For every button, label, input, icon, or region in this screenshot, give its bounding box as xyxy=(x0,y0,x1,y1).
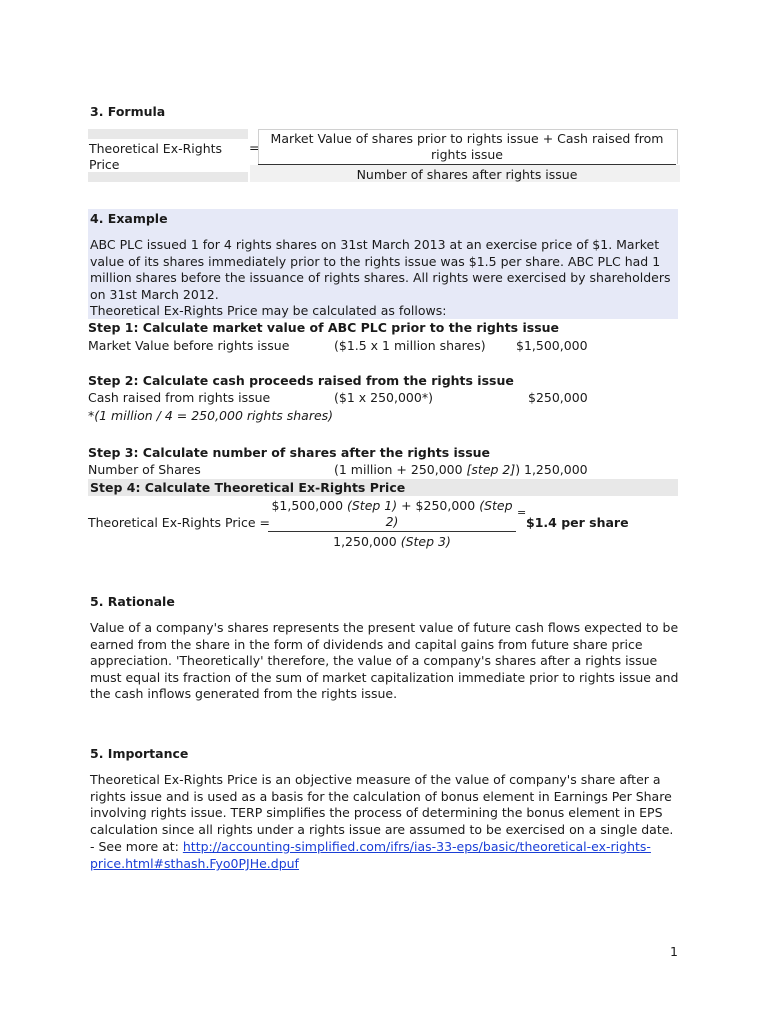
importance-line3: involving rights issue. TERP simplifies the process of determining the bonus element in EPS xyxy=(90,805,663,820)
step2-calc: ($1 x 250,000*) xyxy=(334,390,433,405)
importance-line4: calculation since all rights under a rights issue are assumed to be exercised on a single date. xyxy=(90,822,674,837)
step1-calc: ($1.5 x 1 million shares) xyxy=(334,338,486,353)
step4-title: Step 4: Calculate Theoretical Ex-Rights Price xyxy=(90,480,406,495)
step4-denominator xyxy=(268,534,516,549)
step3-title: Step 3: Calculate number of shares after the rights issue xyxy=(88,445,491,460)
formula-numerator-line2: rights issue xyxy=(431,147,503,162)
example-para-line2: value of its shares immediately prior to the rights issue was $1.5 per share. ABC PLC had 1 xyxy=(90,254,661,269)
rationale-heading: 5. Rationale xyxy=(90,594,175,609)
rationale-line5: the cash inflows generated from the rights issue. xyxy=(90,686,398,701)
formula-label-line2: Price xyxy=(89,157,120,172)
see-more-prefix: - See more at: xyxy=(90,839,183,854)
rationale-line1: Value of a company's shares represents the present value of future cash flows expected to be xyxy=(90,620,679,635)
formula-numerator-line1: Market Value of shares prior to rights issue + Cash raised from xyxy=(270,131,664,146)
step3-calc-a: (1 million + 250,000 xyxy=(334,462,467,477)
step4-den-ref: (Step 3) xyxy=(400,534,451,549)
step2-value: $250,000 xyxy=(528,390,588,405)
importance-line1: Theoretical Ex-Rights Price is an objective measure of the value of company's share after a xyxy=(90,772,661,787)
example-para-line3: million shares before the issuance of rights shares. All rights were exercised by shareholders xyxy=(90,270,671,285)
step4-num-a: $1,500,000 xyxy=(271,498,347,513)
step4-fraction-line xyxy=(268,531,516,532)
rationale-line4: must equal its fraction of the sum of market capitalization immediate prior to rights issue and xyxy=(90,670,679,685)
formula-label-shade-bottom xyxy=(88,172,248,182)
example-para-line1: ABC PLC issued 1 for 4 rights shares on 31st March 2013 at an exercise price of $1. Market xyxy=(90,237,660,252)
example-para-line4: on 31st March 2012. xyxy=(90,287,219,302)
step1-title: Step 1: Calculate market value of ABC PLC prior to the rights issue xyxy=(88,320,560,335)
step3-label: Number of Shares xyxy=(88,462,201,477)
step4-num-c: + $250,000 xyxy=(397,498,480,513)
example-heading: 4. Example xyxy=(90,211,168,226)
step4-result: $1.4 per share xyxy=(526,515,629,530)
step2-title: Step 2: Calculate cash proceeds raised from the rights issue xyxy=(88,373,514,388)
formula-heading: 3. Formula xyxy=(90,104,166,119)
step2-note: *(1 million / 4 = 250,000 rights shares) xyxy=(88,408,334,423)
source-link[interactable]: http://accounting-simplified.com/ifrs/ias-33-eps/basic/theoretical-ex-rights- xyxy=(182,839,651,854)
step2-label: Cash raised from rights issue xyxy=(88,390,271,405)
step3-calc-c: ) xyxy=(515,462,521,477)
see-more-line2 xyxy=(90,856,299,871)
step1-label: Market Value before rights issue xyxy=(88,338,290,353)
importance-heading: 5. Importance xyxy=(90,746,189,761)
see-more xyxy=(90,839,651,854)
step4-numerator xyxy=(268,498,516,530)
step4-label: Theoretical Ex-Rights Price = xyxy=(88,515,270,530)
step1-value: $1,500,000 xyxy=(516,338,588,353)
page-number: 1 xyxy=(670,944,678,959)
example-para-line5: Theoretical Ex-Rights Price may be calculated as follows: xyxy=(90,303,447,318)
step4-num-ref1: (Step 1) xyxy=(347,498,398,513)
importance-line2: rights issue and is used as a basis for the calculation of bonus element in Earnings Per Share xyxy=(90,789,672,804)
step4-den-a: 1,250,000 xyxy=(333,534,401,549)
formula-denominator: Number of shares after rights issue xyxy=(356,167,578,182)
step4-num-ref2: (Step xyxy=(479,498,513,513)
step3-value: 1,250,000 xyxy=(524,462,588,477)
formula-label-line1: Theoretical Ex-Rights xyxy=(89,141,223,156)
formula-label-shade-top xyxy=(88,129,248,139)
source-link-continued[interactable]: price.html#sthash.Fyo0PJHe.dpuf xyxy=(90,856,299,871)
step4-equals: = xyxy=(517,506,527,519)
step4-num-ref2b: 2) xyxy=(385,514,399,529)
formula-equals: = xyxy=(249,140,260,155)
step3-calc xyxy=(334,462,520,477)
rationale-line3: appreciation. 'Theoretically' therefore, the value of a company's shares after a rights issue xyxy=(90,653,658,668)
step3-calc-ref: [step 2] xyxy=(466,462,516,477)
rationale-line2: earned from the share in the form of dividends and capital gains from future share price xyxy=(90,637,643,652)
